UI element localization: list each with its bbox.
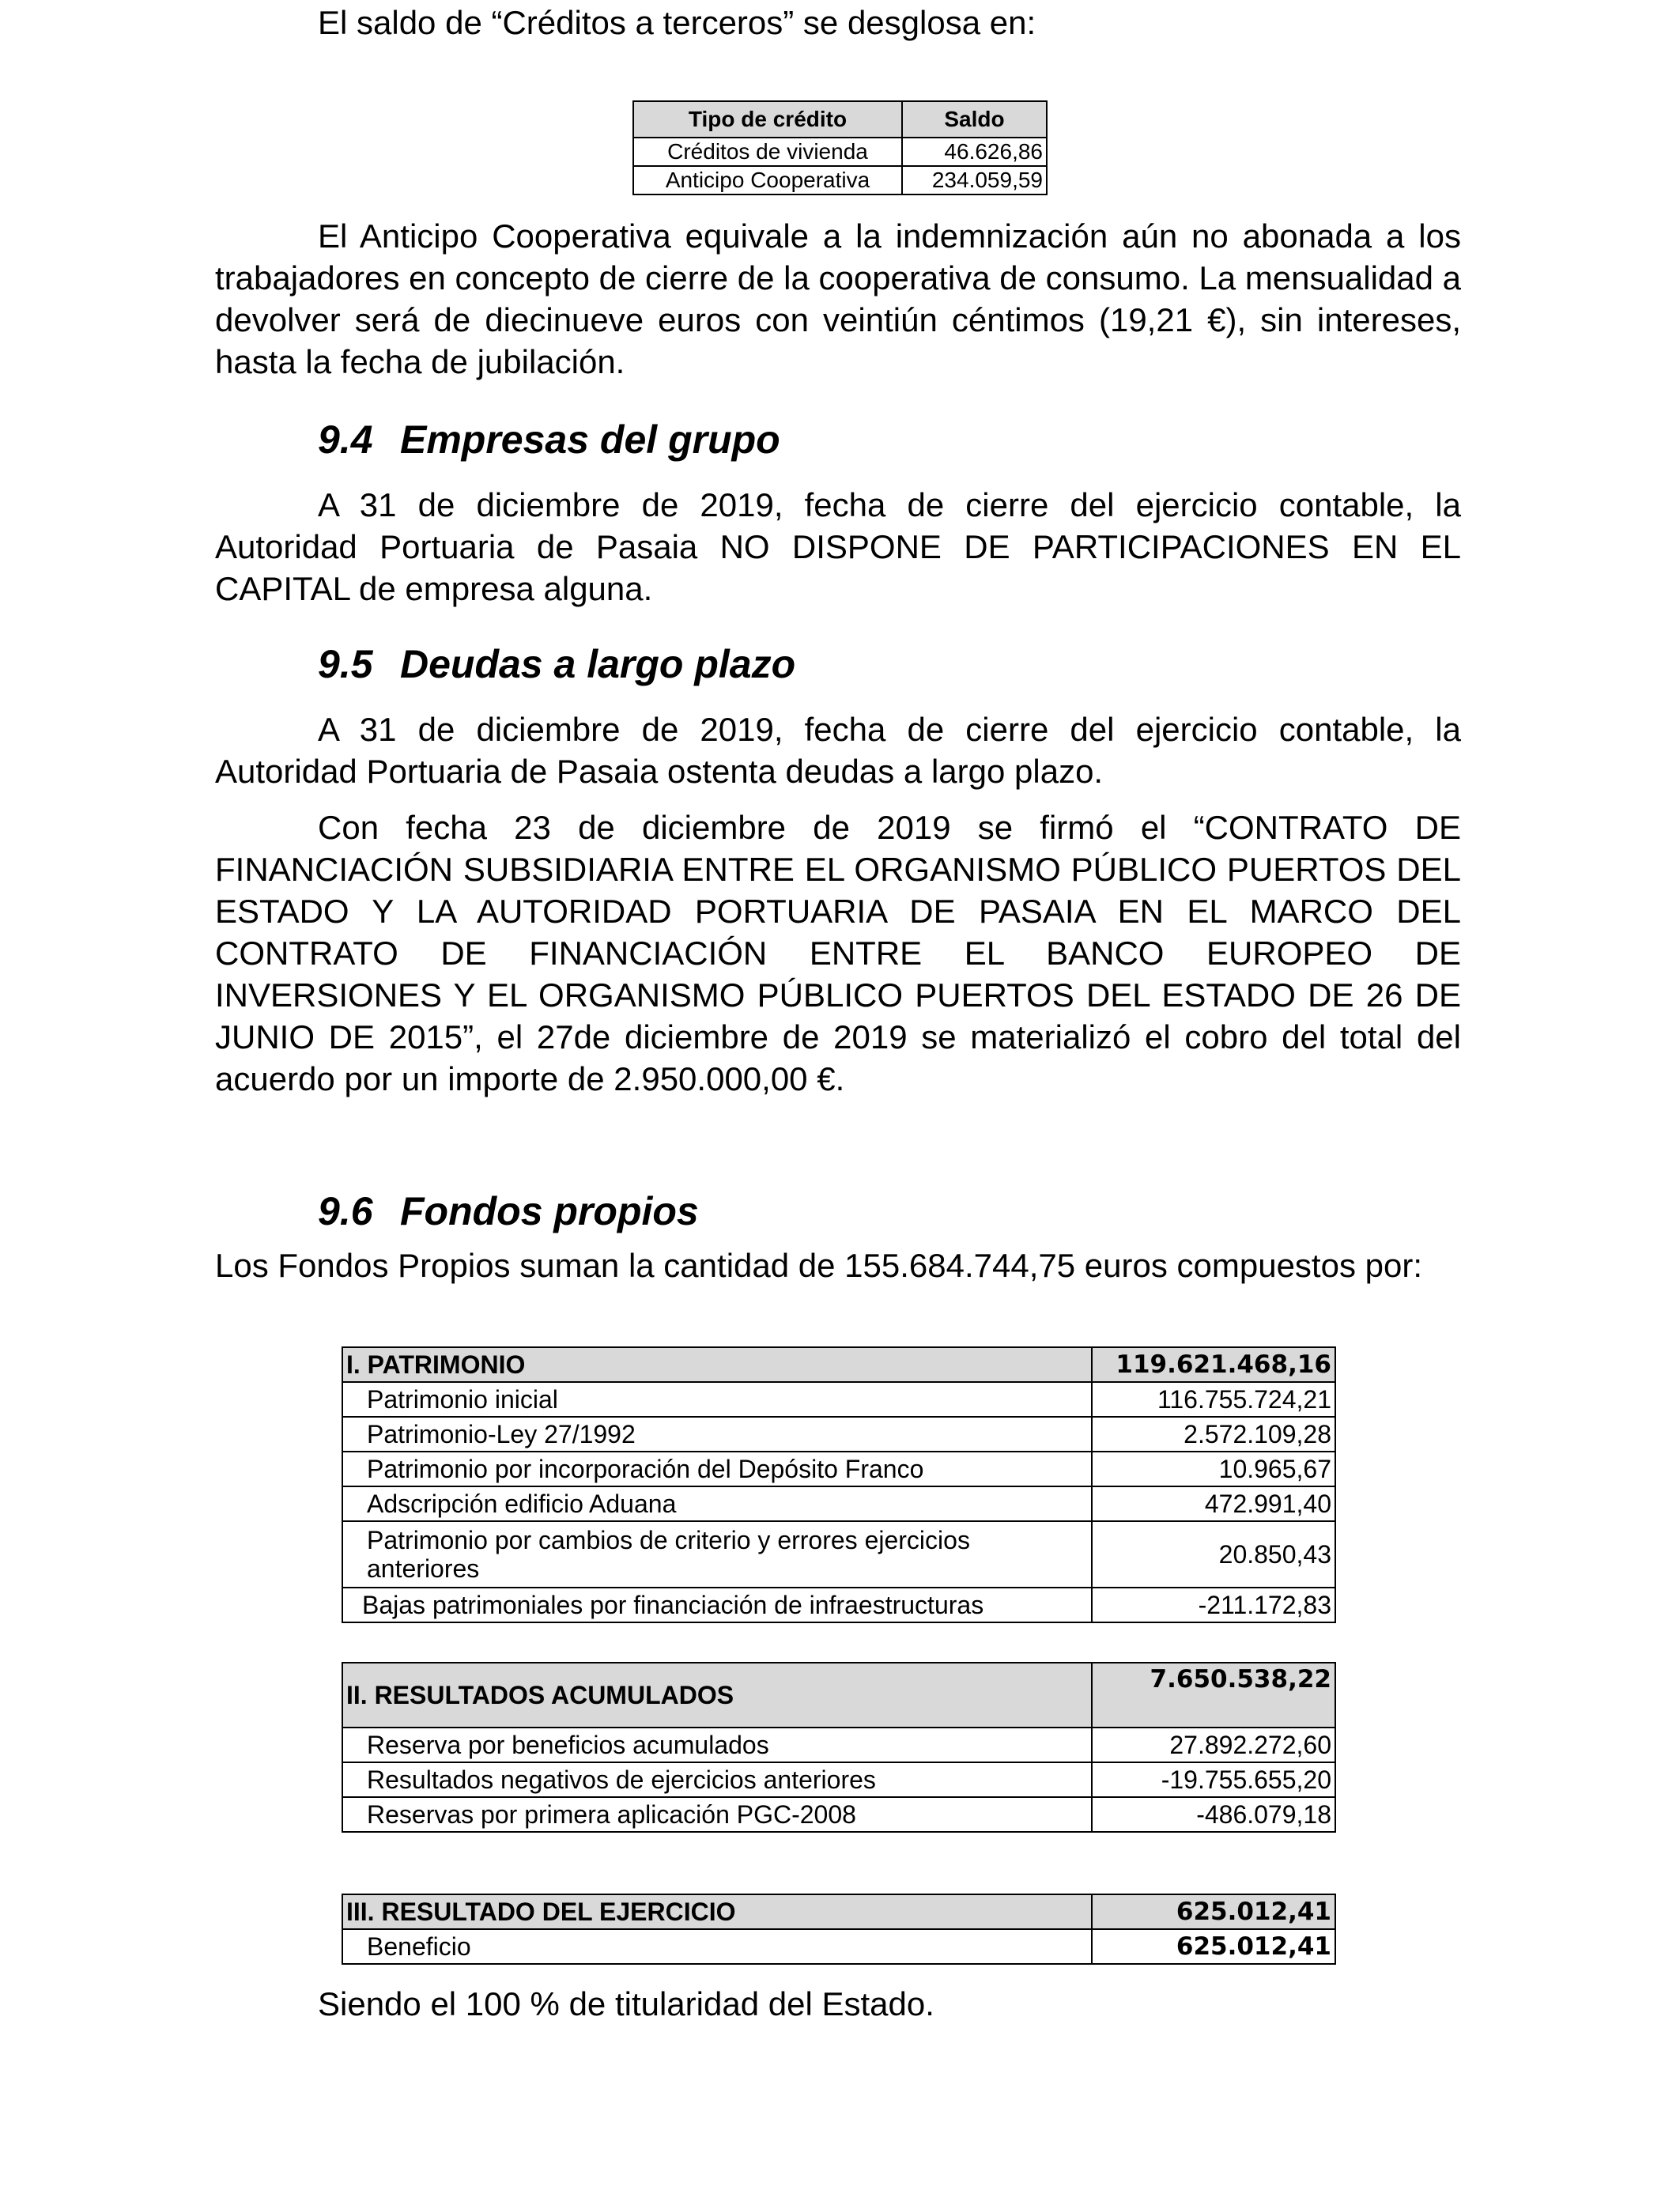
resultados-table (342, 1662, 1336, 1833)
row-label: Beneficio (342, 1929, 1092, 1964)
row-value: 20.850,43 (1092, 1521, 1335, 1588)
row-label: Reserva por beneficios acumulados (342, 1728, 1092, 1762)
paragraph-9-5b: Con fecha 23 de diciembre de 2019 se firmó el “CONTRATO DE FINANCIACIÓN SUBSIDIARIA ENTRE EL ORGANISMO PÚBLICO PUERTOS DEL ESTADO Y LA AUTORIDAD PORTUARIA DE PASAIA EN EL MARCO DEL CONTRATO DE FINANCIACIÓN ENTRE EL BANCO EUROPEO DE INVERSIONES Y EL ORGANISMO PÚBLICO PUERTOS DEL ESTADO DE 26 DE JUNIO DE 2015”, el 27de diciembre de 2019 se materializó el cobro del total del acuerdo por un importe de 2.950.000,00 €. (215, 809, 1461, 1097)
credit-type-cell: Anticipo Cooperativa (633, 166, 902, 194)
credit-type-cell: Créditos de vivienda (633, 138, 902, 166)
table-row (342, 1452, 1335, 1486)
row-value: 472.991,40 (1092, 1486, 1335, 1521)
header-cell: Tipo de crédito (633, 101, 902, 138)
table-header-row (342, 1894, 1335, 1929)
row-value: 2.572.109,28 (1092, 1417, 1335, 1452)
row-label: Bajas patrimoniales por financiación de infraestructuras (342, 1588, 1092, 1622)
table-row (342, 1382, 1335, 1417)
section-heading-9-4: 9.4 Empresas del grupo (318, 417, 780, 462)
patrimonio-table (342, 1346, 1336, 1623)
paragraph-9-5a: A 31 de diciembre de 2019, fecha de cierre del ejercicio contable, la Autoridad Portuaria de Pasaia ostenta deudas a largo plazo. (215, 711, 1461, 790)
paragraph-anticipo: El Anticipo Cooperativa equivale a la indemnización aún no abonada a los trabajadores en concepto de cierre de la cooperativa de consumo. La mensualidad a devolver será de diecinueve euros con veintiún céntimos (19,21 €), sin intereses, hasta la fecha de jubilación. (215, 217, 1462, 380)
table-row (342, 1417, 1335, 1452)
row-value: -19.755.655,20 (1092, 1762, 1335, 1797)
header-cell: Saldo (902, 101, 1047, 138)
table-row (342, 1486, 1335, 1521)
row-label: Patrimonio por incorporación del Depósito Franco (342, 1452, 1092, 1486)
table-row (342, 1929, 1335, 1964)
row-label: Patrimonio inicial (342, 1382, 1092, 1417)
paragraph-9-4: A 31 de diciembre de 2019, fecha de cierre del ejercicio contable, la Autoridad Portuaria de Pasaia NO DISPONE DE PARTICIPACIONES EN EL CAPITAL de empresa alguna. (215, 486, 1461, 607)
table-row (342, 1588, 1335, 1622)
closing-line: Siendo el 100 % de titularidad del Estado. (318, 1985, 934, 2022)
table-row (342, 1521, 1335, 1588)
section-total: 7.650.538,22 (1092, 1663, 1335, 1728)
section-label: II. RESULTADOS ACUMULADOS (342, 1663, 1092, 1728)
row-label: Reservas por primera aplicación PGC-2008 (342, 1797, 1092, 1832)
row-value: 10.965,67 (1092, 1452, 1335, 1486)
row-value: -486.079,18 (1092, 1797, 1335, 1832)
credit-table (632, 100, 1048, 195)
row-label: Adscripción edificio Aduana (342, 1486, 1092, 1521)
section-total: 625.012,41 (1092, 1894, 1335, 1929)
section-heading-9-6: 9.6 Fondos propios (318, 1189, 699, 1233)
credit-balance-cell: 234.059,59 (902, 166, 1047, 194)
row-label: Patrimonio-Ley 27/1992 (342, 1417, 1092, 1452)
table-header-row (342, 1347, 1335, 1382)
section-label: III. RESULTADO DEL EJERCICIO (342, 1894, 1092, 1929)
row-value: 27.892.272,60 (1092, 1728, 1335, 1762)
section-total: 119.621.468,16 (1092, 1347, 1335, 1382)
row-label: Resultados negativos de ejercicios anteriores (342, 1762, 1092, 1797)
credit-balance-cell: 46.626,86 (902, 138, 1047, 166)
table-row (633, 166, 1047, 194)
row-label: Patrimonio por cambios de criterio y errores ejercicios anteriores (342, 1521, 1092, 1588)
paragraph-9-6: Los Fondos Propios suman la cantidad de 155.684.744,75 euros compuestos por: (215, 1247, 1422, 1284)
table-header-row (633, 101, 1047, 138)
row-value: 116.755.724,21 (1092, 1382, 1335, 1417)
section-label: I. PATRIMONIO (342, 1347, 1092, 1382)
intro-line: El saldo de “Créditos a terceros” se desglosa en: (318, 4, 1036, 41)
table-row (342, 1797, 1335, 1832)
table-row (342, 1762, 1335, 1797)
section-heading-9-5: 9.5 Deudas a largo plazo (318, 642, 796, 686)
ejercicio-table (342, 1894, 1336, 1965)
table-row (342, 1728, 1335, 1762)
table-row (633, 138, 1047, 166)
row-value: -211.172,83 (1092, 1588, 1335, 1622)
table-header-row (342, 1663, 1335, 1728)
row-value: 625.012,41 (1092, 1929, 1335, 1964)
